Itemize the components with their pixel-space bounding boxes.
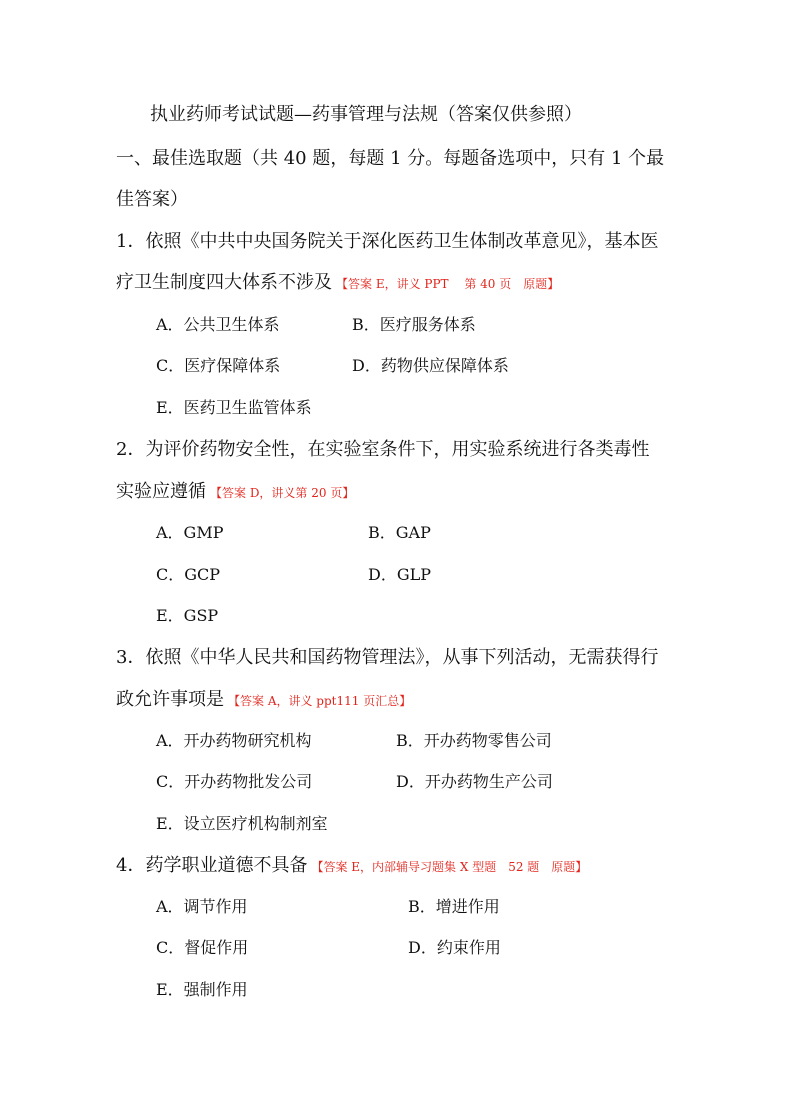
q2-option-e: E．GSP (156, 606, 219, 625)
q3-option-b: B．开办药物零售公司 (396, 731, 552, 750)
question-3-text-line2 (116, 689, 411, 712)
question-2-text-line2 (116, 481, 354, 504)
q4-option-e: E．强制作用 (156, 980, 248, 999)
question-4-text: 4．药学职业道德不具备 (116, 855, 308, 876)
q3-option-d: D．开办药物生产公司 (396, 772, 553, 791)
q2-option-d: D．GLP (368, 565, 432, 584)
q4-option-a: A．调节作用 (156, 897, 248, 916)
q1-option-c: C．医疗保障体系 (156, 356, 281, 375)
q1-option-d: D．药物供应保障体系 (352, 356, 509, 375)
question-1-answer-note: 【答案 E，讲义 PPT 第 40 页 原题】 (336, 277, 560, 291)
question-4-text-line1 (116, 855, 587, 878)
q2-option-c: C．GCP (156, 565, 221, 584)
q4-option-b: B．增进作用 (408, 897, 500, 916)
section-heading-line1: 一、最佳选取题（共 40 题，每题 1 分。每题备选项中，只有 1 个最 (116, 148, 665, 169)
question-1-text-line2 (116, 272, 559, 295)
question-1-text: 疗卫生制度四大体系不涉及 (116, 272, 332, 293)
q3-option-c: C．开办药物批发公司 (156, 772, 313, 791)
question-2-text: 实验应遵循 (116, 481, 206, 502)
q1-option-e: E．医药卫生监管体系 (156, 398, 312, 417)
q1-option-a: A．公共卫生体系 (156, 315, 280, 334)
q4-option-d: D．约束作用 (408, 938, 501, 957)
page-title: 执业药师考试试题—药事管理与法规（答案仅供参照） (150, 104, 582, 125)
q3-option-e: E．设立医疗机构制剂室 (156, 814, 328, 833)
q1-option-b: B．医疗服务体系 (352, 315, 476, 334)
question-2-text-line1: 2．为评价药物安全性，在实验室条件下，用实验系统进行各类毒性 (116, 439, 650, 460)
q4-option-c: C．督促作用 (156, 938, 249, 957)
question-2-answer-note: 【答案 D，讲义第 20 页】 (210, 486, 355, 500)
question-3-answer-note: 【答案 A，讲义 ppt111 页汇总】 (228, 694, 412, 708)
q3-option-a: A．开办药物研究机构 (156, 731, 312, 750)
q2-option-b: B．GAP (368, 523, 431, 542)
q2-option-a: A．GMP (156, 523, 224, 542)
question-1-text-line1: 1．依照《中共中央国务院关于深化医药卫生体制改革意见》，基本医 (116, 231, 659, 252)
question-3-text-line1: 3．依照《中华人民共和国药物管理法》，从事下列活动，无需获得行 (116, 647, 659, 668)
question-4-answer-note: 【答案 E，内部辅导习题集 X 型题 52 题 原题】 (311, 860, 588, 874)
question-3-text: 政允许事项是 (116, 689, 224, 710)
section-heading-line2: 佳答案） (116, 189, 188, 210)
